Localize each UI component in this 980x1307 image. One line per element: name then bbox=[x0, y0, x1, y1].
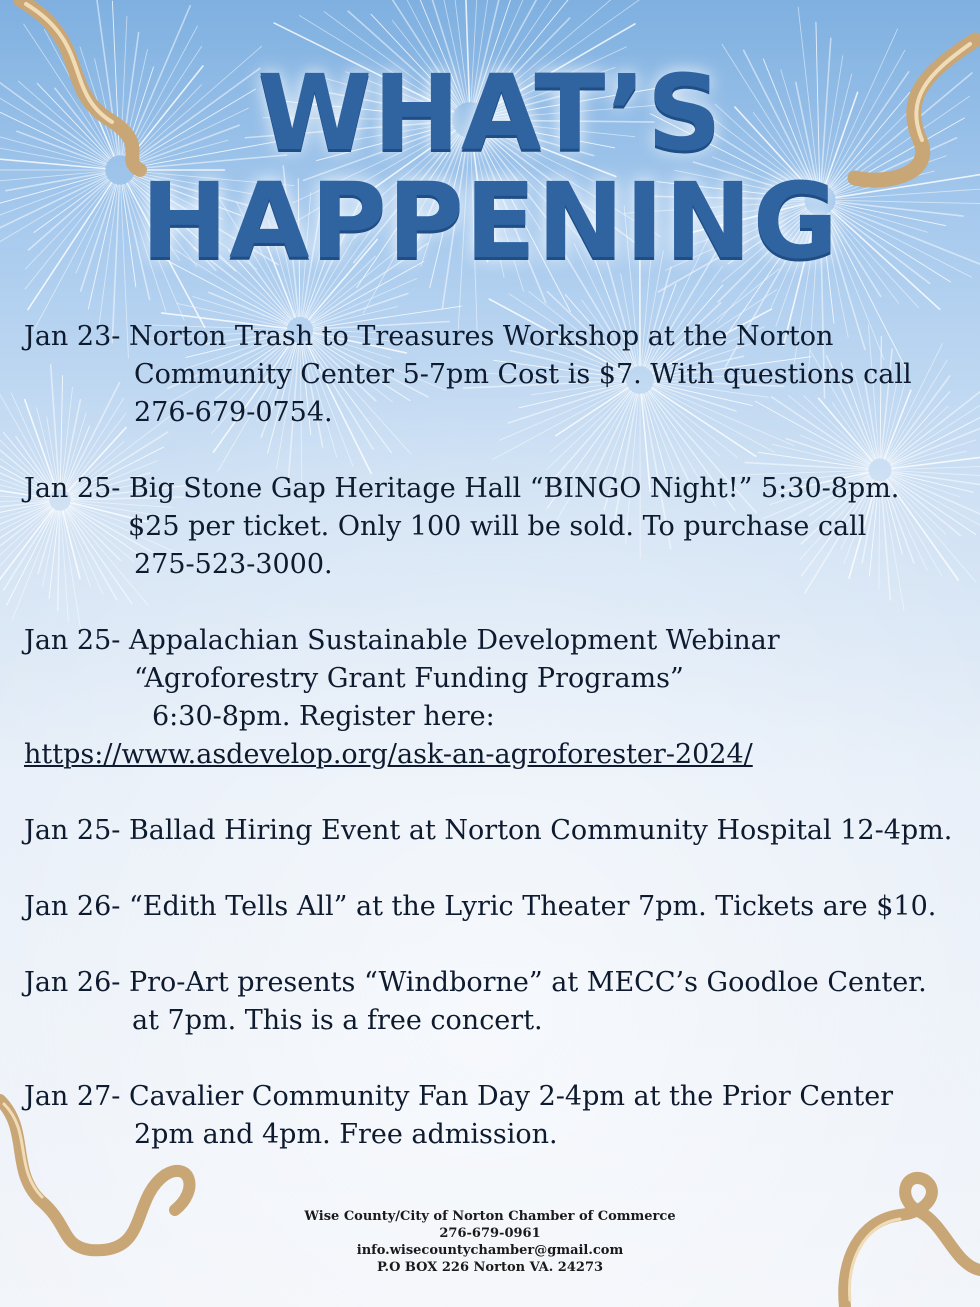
event-description: Big Stone Gap Heritage Hall “BINGO Night!” 5:30-8pm. bbox=[128, 473, 900, 504]
event-detail: 275-523-3000. bbox=[134, 549, 333, 580]
event-list bbox=[24, 318, 974, 1192]
event-detail: Community Center 5-7pm Cost is $7. With questions call bbox=[134, 359, 912, 390]
event-item bbox=[24, 888, 974, 926]
event-item bbox=[24, 622, 974, 774]
page-title-line-1: WHAT’S bbox=[257, 52, 723, 174]
email-address[interactable]: info.wisecountychamber@gmail.com bbox=[356, 1243, 624, 1258]
event-detail: “Agroforestry Grant Funding Programs” bbox=[134, 663, 684, 694]
register-link[interactable]: https://www.asdevelop.org/ask-an-agroforester-2024/ bbox=[24, 739, 753, 770]
event-item bbox=[24, 812, 974, 850]
event-item bbox=[24, 318, 974, 432]
event-description: Norton Trash to Treasures Workshop at the Norton bbox=[128, 321, 834, 352]
event-item bbox=[24, 964, 974, 1040]
event-description: Pro-Art presents “Windborne” at MECC’s Goodloe Center. bbox=[128, 967, 927, 998]
event-description: Ballad Hiring Event at Norton Community Hospital 12-4pm. bbox=[128, 815, 953, 846]
event-date: Jan 26- bbox=[24, 891, 121, 922]
event-date: Jan 25- bbox=[24, 625, 121, 656]
event-date: Jan 26- bbox=[24, 967, 121, 998]
event-detail: 276-679-0754. bbox=[134, 397, 333, 428]
contact-footer bbox=[0, 1208, 980, 1276]
event-date: Jan 23- bbox=[24, 321, 121, 352]
event-description: “Edith Tells All” at the Lyric Theater 7pm. Tickets are $10. bbox=[128, 891, 937, 922]
mailing-address: P.O BOX 226 Norton VA. 24273 bbox=[376, 1260, 604, 1275]
event-detail: 6:30-8pm. Register here: bbox=[152, 701, 495, 732]
page-title-line-2: HAPPENING bbox=[140, 160, 840, 282]
event-date: Jan 25- bbox=[24, 473, 121, 504]
event-detail: $25 per ticket. Only 100 will be sold. To purchase call bbox=[128, 511, 867, 542]
event-detail: 2pm and 4pm. Free admission. bbox=[134, 1119, 558, 1150]
phone-number: 276-679-0961 bbox=[439, 1226, 541, 1241]
event-detail: at 7pm. This is a free concert. bbox=[132, 1005, 543, 1036]
event-item bbox=[24, 1078, 974, 1154]
event-date: Jan 25- bbox=[24, 815, 121, 846]
organization-name: Wise County/City of Norton Chamber of Commerce bbox=[304, 1209, 676, 1224]
event-description: Cavalier Community Fan Day 2-4pm at the Prior Center bbox=[128, 1081, 894, 1112]
event-date: Jan 27- bbox=[24, 1081, 121, 1112]
event-description: Appalachian Sustainable Development Webinar bbox=[128, 625, 780, 656]
event-item bbox=[24, 470, 974, 584]
